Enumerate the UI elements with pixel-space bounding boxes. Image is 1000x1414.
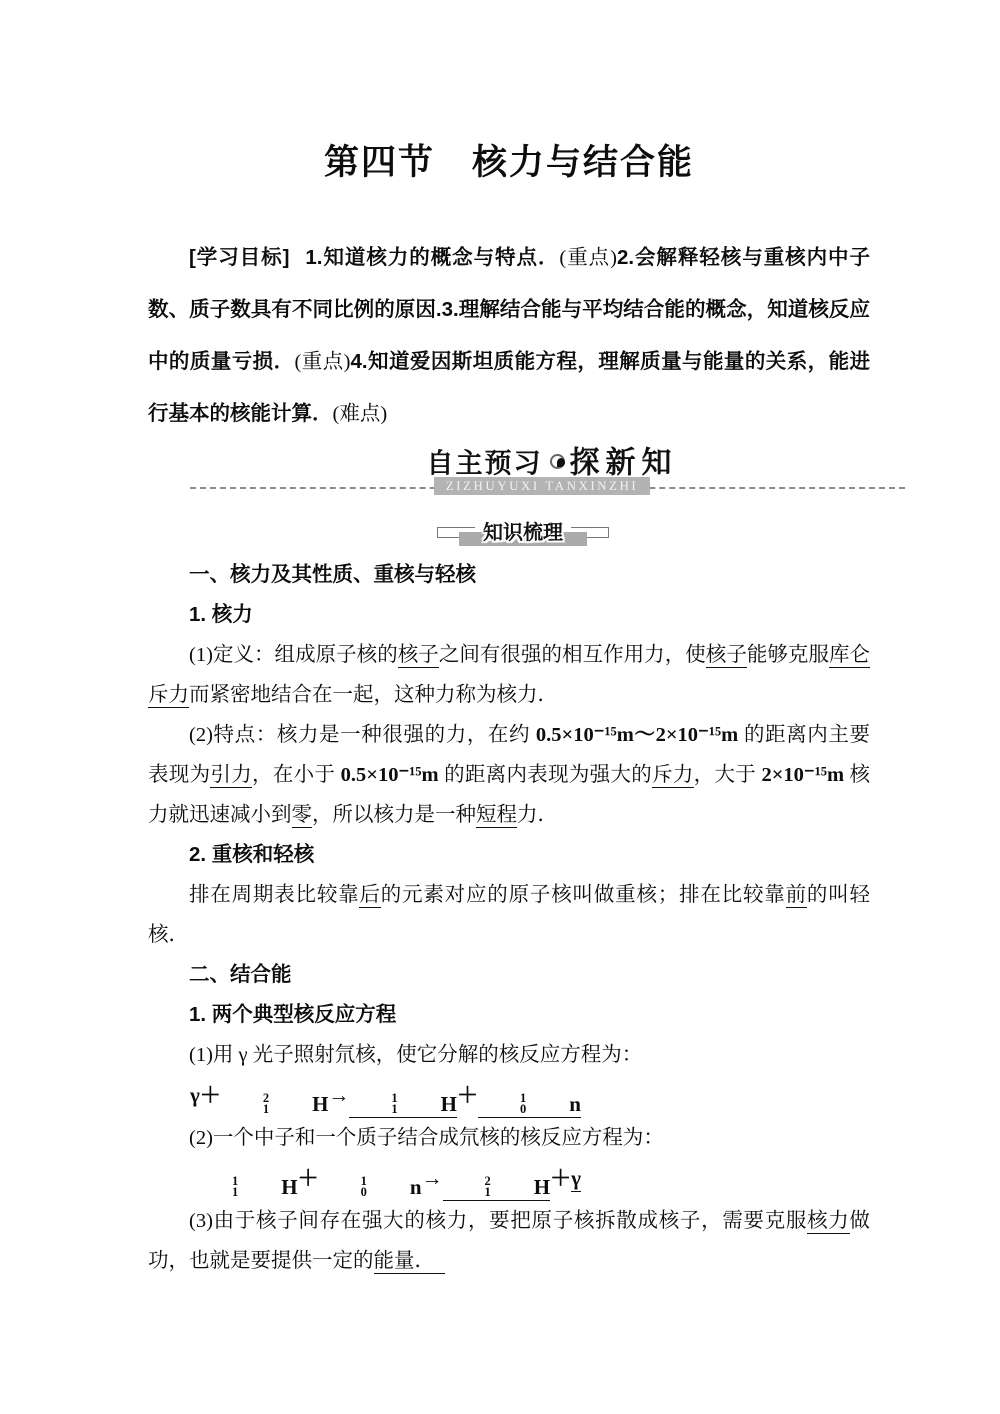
text-run: 前 bbox=[785, 884, 807, 906]
comma-circle-icon bbox=[550, 454, 565, 469]
text-run: 0.5×10⁻¹⁵m bbox=[340, 764, 439, 786]
text-run: ，大于 bbox=[693, 764, 762, 786]
priority-tag: (重点) bbox=[559, 247, 617, 269]
text-run: γ＋ bbox=[190, 1083, 221, 1107]
difficulty-tag: (难点) bbox=[332, 403, 388, 425]
section-banner bbox=[148, 446, 870, 504]
nuclide-symbol: 1 0 n bbox=[478, 1092, 581, 1118]
nuclide-symbol: 2 1 H bbox=[443, 1175, 551, 1201]
text-run: 的距离内主要表现为 bbox=[148, 724, 871, 786]
page-title: 第四节 核力与结合能 bbox=[323, 143, 694, 182]
paragraph-eq2-intro: (2)一个中子和一个质子结合成氘核的核反应方程为： bbox=[189, 1127, 664, 1149]
text-run: 之间有很强的相互作用力，使 bbox=[438, 644, 706, 666]
nuclide-symbol: 1 1 H bbox=[232, 1174, 298, 1199]
text-run: γ bbox=[571, 1166, 581, 1190]
text-run: 核力就迅速减小到 bbox=[148, 764, 871, 826]
text-run: 力． bbox=[517, 804, 558, 826]
paragraph-energy bbox=[148, 1201, 870, 1281]
nuclide-symbol: 2 1 H bbox=[262, 1091, 329, 1116]
text-run: 核力 bbox=[807, 1210, 850, 1232]
text-run: 库仑斥力 bbox=[148, 644, 871, 706]
objective-item: 4.知道爱因斯坦质能方程，理解质量与能量的关系，能进行基本的核能计算． bbox=[148, 350, 871, 425]
text-run: 而紧密地结合在一起，这种力称为核力． bbox=[189, 684, 558, 706]
text-run: ＋ bbox=[297, 1166, 319, 1190]
text-run: 的距离内表现为强大的 bbox=[438, 764, 653, 786]
text-run: 0.5×10⁻¹⁵m～2×10⁻¹⁵m bbox=[535, 724, 739, 746]
text-run: 的叫轻核． bbox=[148, 884, 871, 946]
learning-objectives bbox=[148, 232, 870, 440]
priority-tag: (重点) bbox=[294, 351, 351, 373]
text-run: 2×10⁻¹⁵m bbox=[761, 764, 845, 786]
pinyin-bar: ZIZHUYUXI TANXINZHI bbox=[434, 477, 650, 495]
text-run: → bbox=[421, 1166, 443, 1190]
text-run: ＋ bbox=[457, 1083, 479, 1107]
text-run: (2)特点：核力是一种很强的力，在约 bbox=[189, 724, 536, 746]
text-run bbox=[425, 1250, 446, 1274]
text-run: 斥力 bbox=[652, 764, 694, 786]
nuclear-equation-1 bbox=[148, 1075, 870, 1118]
nuclide-symbol: 1 1 H bbox=[349, 1092, 457, 1118]
nuclear-equation-2 bbox=[148, 1158, 870, 1201]
paragraph-definition bbox=[148, 635, 870, 715]
text-run: (3)由于核子间存在强大的核力，要把原子核拆散成核子，需要克服 bbox=[189, 1210, 808, 1232]
objective-item: 2.会解释轻核与重核内中子数、质子数具有不同比例的原因. bbox=[148, 246, 870, 321]
text-run: 能量． bbox=[373, 1250, 425, 1272]
objective-item: 3.理解结合能与平均结合能的概念，知道核反应中的质量亏损． bbox=[148, 298, 870, 373]
heading-nuclear-force: 1. 核力 bbox=[189, 603, 253, 626]
objective-item: 1.知道核力的概念与特点． bbox=[305, 246, 560, 269]
section-banner-title bbox=[191, 446, 913, 480]
knowledge-box bbox=[162, 516, 884, 544]
banner-left-title: 自主预习 bbox=[426, 448, 543, 479]
page-content bbox=[148, 140, 870, 1281]
knowledge-box-label: 知识梳理 bbox=[477, 516, 569, 545]
text-run: 做功，也就是要提供一定的 bbox=[148, 1210, 871, 1272]
nuclide-symbol: 1 0 n bbox=[360, 1174, 422, 1199]
text-run: 后 bbox=[359, 884, 381, 906]
text-run: → bbox=[328, 1083, 350, 1107]
text-run: 的元素对应的原子核叫做重核；排在比较靠 bbox=[380, 884, 786, 906]
heading-section-1: 一、核力及其性质、重核与轻核 bbox=[189, 563, 476, 586]
paragraph-eq1-intro: (1)用 γ 光子照射氘核，使它分解的核反应方程为： bbox=[189, 1044, 643, 1066]
text-run: ，所以核力是一种 bbox=[312, 804, 476, 826]
paragraph-features bbox=[148, 715, 870, 835]
text-run: 核子 bbox=[705, 644, 747, 666]
text-run: ＋ bbox=[550, 1166, 572, 1190]
text-run: ，在小于 bbox=[252, 764, 341, 786]
text-run: 零 bbox=[291, 804, 312, 826]
heading-section-2: 二、结合能 bbox=[189, 963, 292, 986]
text-run: (1)定义：组成原子核的 bbox=[189, 644, 398, 666]
paragraph-heavy-light bbox=[148, 875, 870, 955]
text-run: 引力 bbox=[210, 764, 253, 786]
text-run: 核子 bbox=[397, 644, 439, 666]
objectives-label: [学习目标] bbox=[189, 246, 290, 269]
banner-right-title: 探新知 bbox=[569, 446, 678, 480]
text-run: 排在周期表比较靠 bbox=[189, 884, 360, 906]
heading-heavy-light-nuclei: 2. 重核和轻核 bbox=[189, 843, 315, 866]
body-text bbox=[148, 555, 870, 1281]
heading-typical-equations: 1. 两个典型核反应方程 bbox=[189, 1003, 397, 1026]
text-run: 能够克服 bbox=[746, 644, 829, 666]
text-run: 短程 bbox=[476, 804, 517, 826]
